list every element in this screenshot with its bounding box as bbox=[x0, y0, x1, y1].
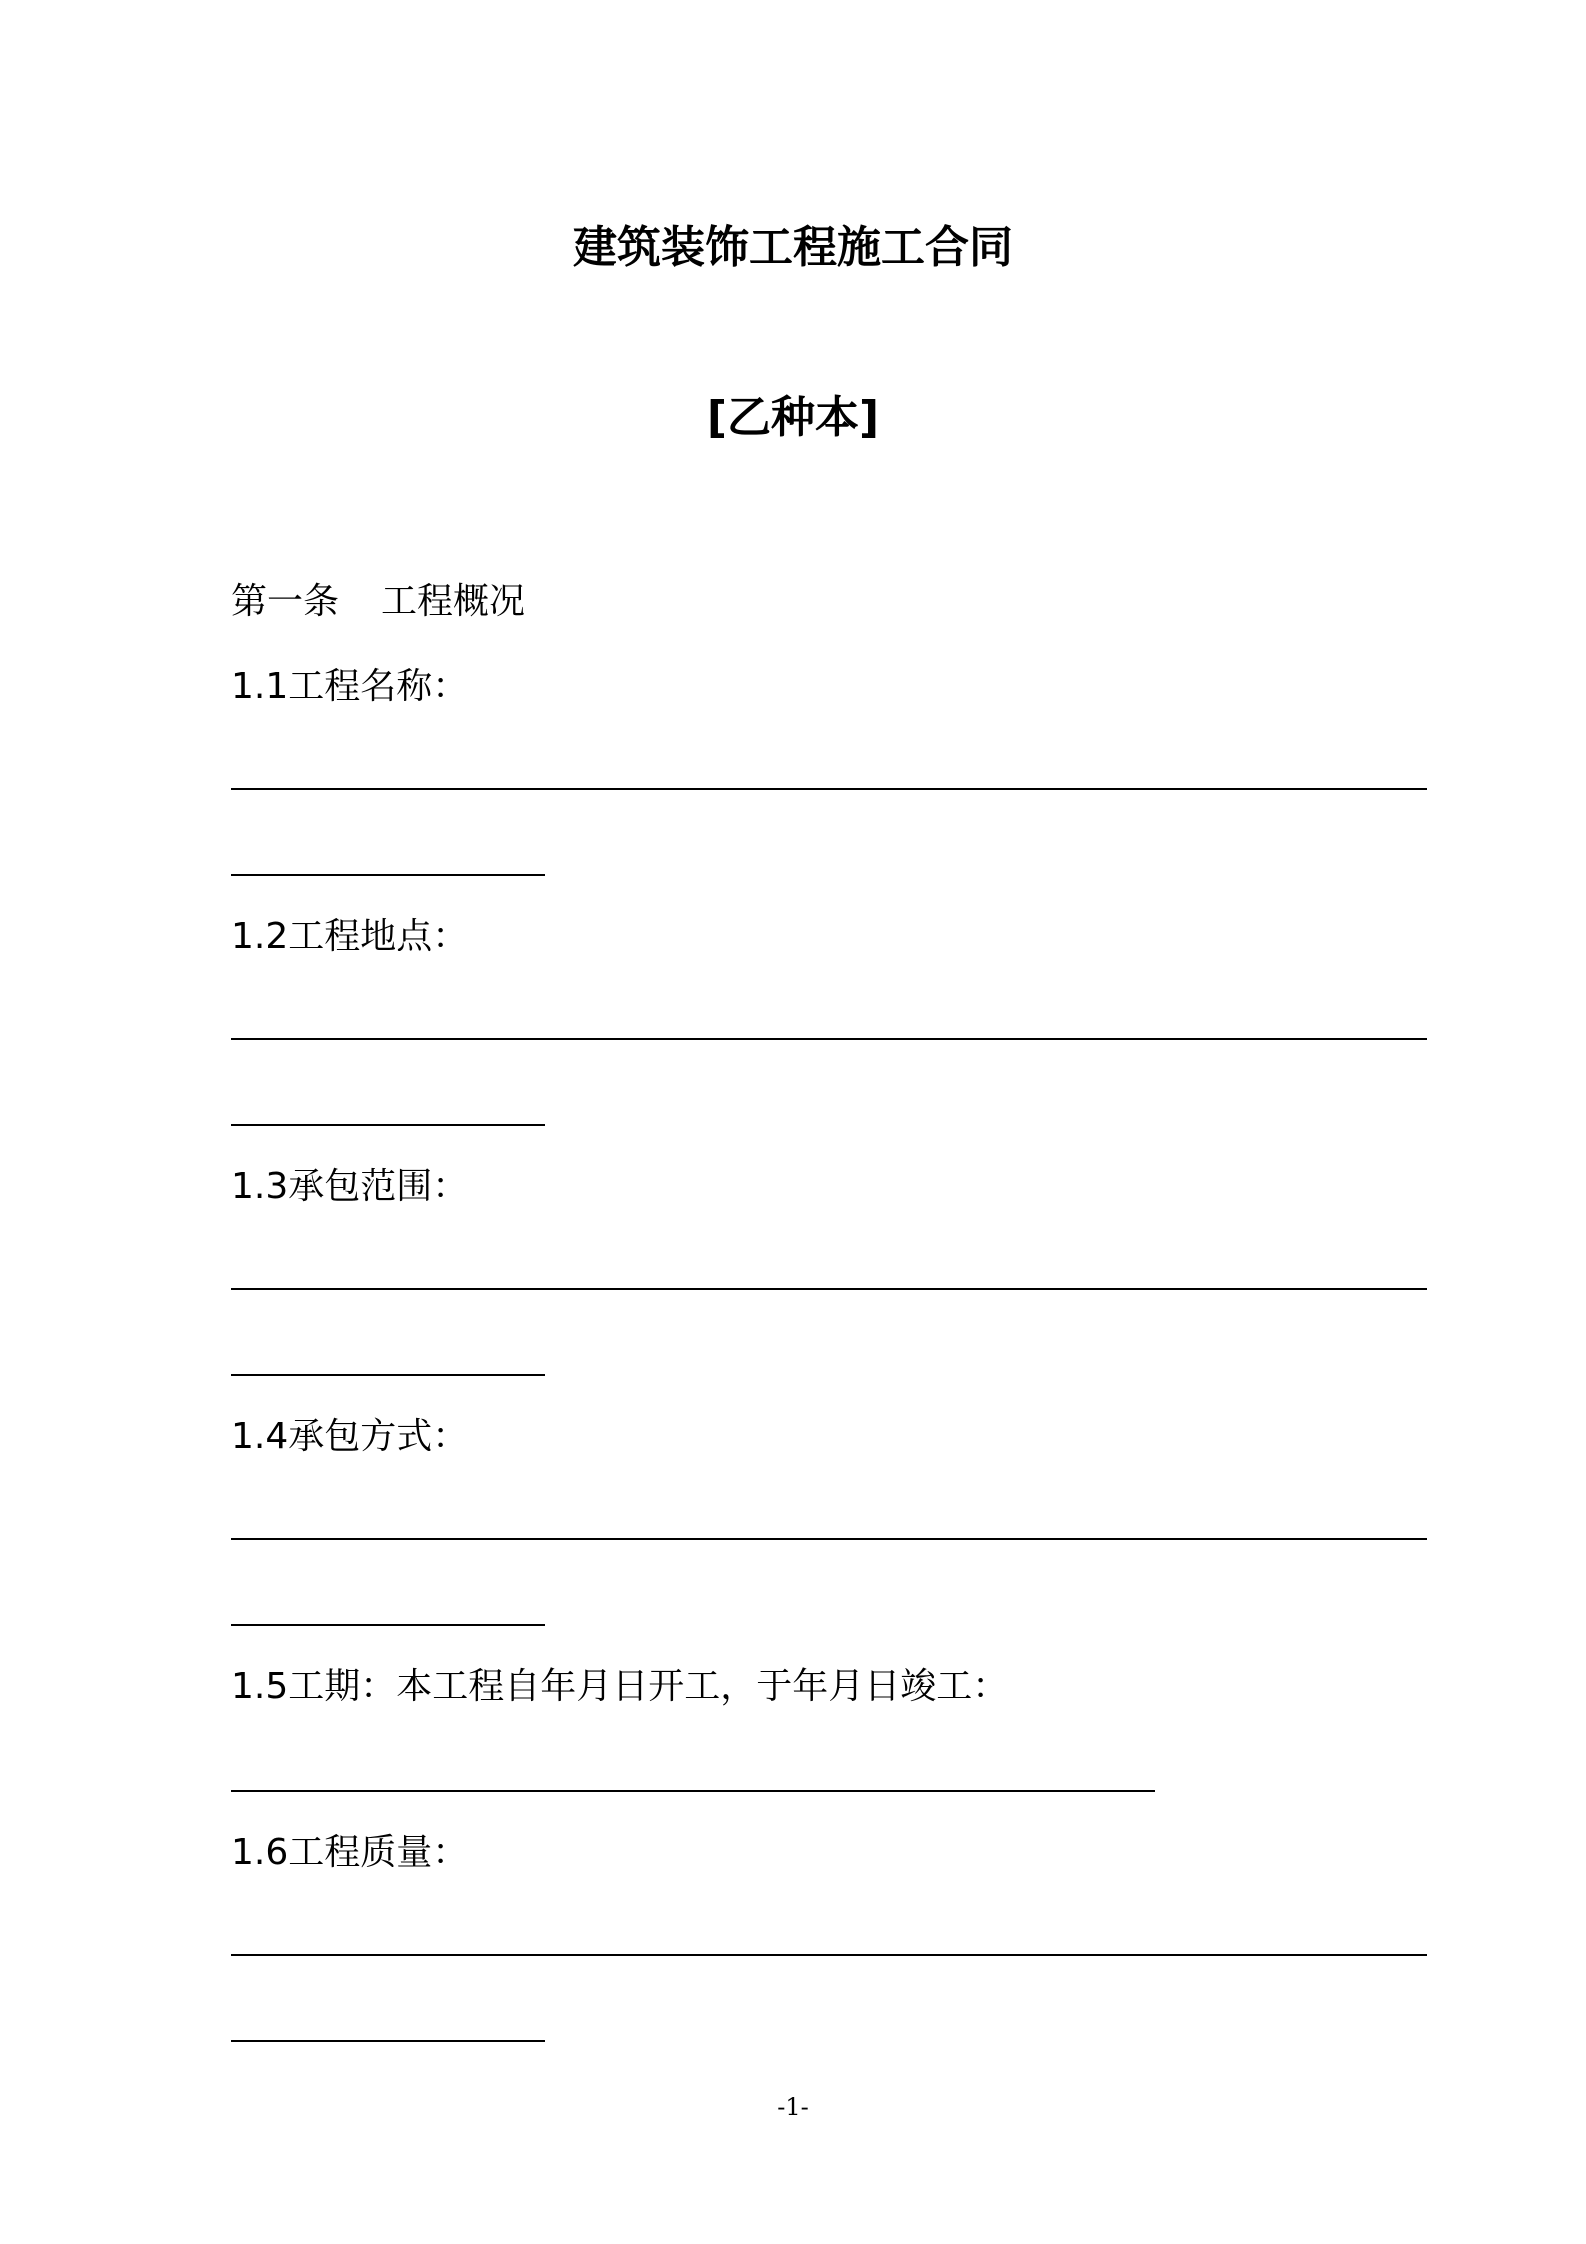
item-contract-method-blank-line bbox=[231, 1538, 1427, 1540]
item-project-location-blank-line bbox=[231, 1038, 1427, 1040]
item-project-location-label: 1.2工程地点： bbox=[231, 916, 469, 957]
item-contract-method-blank-line-continued bbox=[231, 1624, 545, 1626]
item-project-location-blank-line-continued bbox=[231, 1124, 545, 1126]
item-project-quality-blank-line bbox=[231, 1954, 1427, 1956]
item-construction-period-label: 1.5工期：本工程自年月日开工，于年月日竣工： bbox=[231, 1666, 1009, 1707]
section-number: 第一条 bbox=[231, 581, 340, 622]
item-contract-scope-blank-line bbox=[231, 1288, 1427, 1290]
document-title: 建筑装饰工程施工合同 bbox=[573, 222, 1013, 273]
item-construction-period-blank-line bbox=[231, 1790, 1155, 1792]
section-title: 工程概况 bbox=[381, 581, 526, 622]
item-contract-scope-label: 1.3承包范围： bbox=[231, 1166, 469, 1207]
item-contract-method-label: 1.4承包方式： bbox=[231, 1416, 469, 1457]
section-heading bbox=[231, 577, 525, 627]
page-number: -1- bbox=[777, 2093, 809, 2121]
item-contract-scope-blank-line-continued bbox=[231, 1374, 545, 1376]
item-project-quality-blank-line-continued bbox=[231, 2040, 545, 2042]
item-project-quality-label: 1.6工程质量： bbox=[231, 1832, 469, 1873]
document-subtitle: [乙种本] bbox=[706, 392, 880, 443]
item-project-name-blank-line-continued bbox=[231, 874, 545, 876]
item-project-name-blank-line bbox=[231, 788, 1427, 790]
item-project-name-label: 1.1工程名称： bbox=[231, 666, 469, 707]
